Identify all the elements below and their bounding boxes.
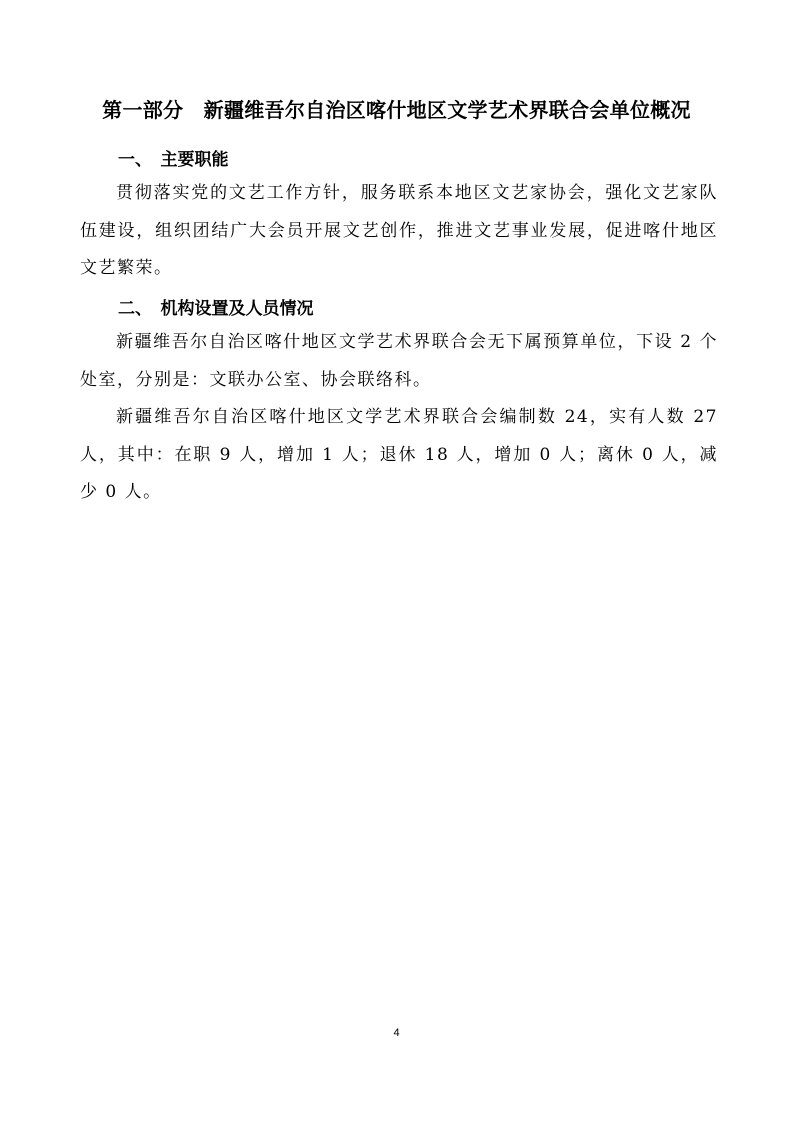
paragraph-functions: 贯彻落实党的文艺工作方针，服务联系本地区文艺家协会，强化文艺家队伍建设，组织团结广大会员开展文艺创作，推进文艺事业发展，促进喀什地区文艺繁荣。 <box>80 183 718 278</box>
section-heading-functions: 一、 主要职能 <box>118 150 229 170</box>
page-number: 4 <box>393 1027 400 1039</box>
section-heading-organization: 二、 机构设置及人员情况 <box>118 299 314 319</box>
paragraph-departments: 新疆维吾尔自治区喀什地区文学艺术界联合会无下属预算单位，下设 2 个处室，分别是：文联办公室、协会联络科。 <box>80 332 718 390</box>
document-title: 第一部分 新疆维吾尔自治区喀什地区文学艺术界联合会单位概况 <box>102 98 691 122</box>
paragraph-staffing: 新疆维吾尔自治区喀什地区文学艺术界联合会编制数 24，实有人数 27 人，其中：在职 9 人，增加 1 人；退休 18 人，增加 0 人；离休 0 人，减少 0 人。 <box>80 407 718 502</box>
